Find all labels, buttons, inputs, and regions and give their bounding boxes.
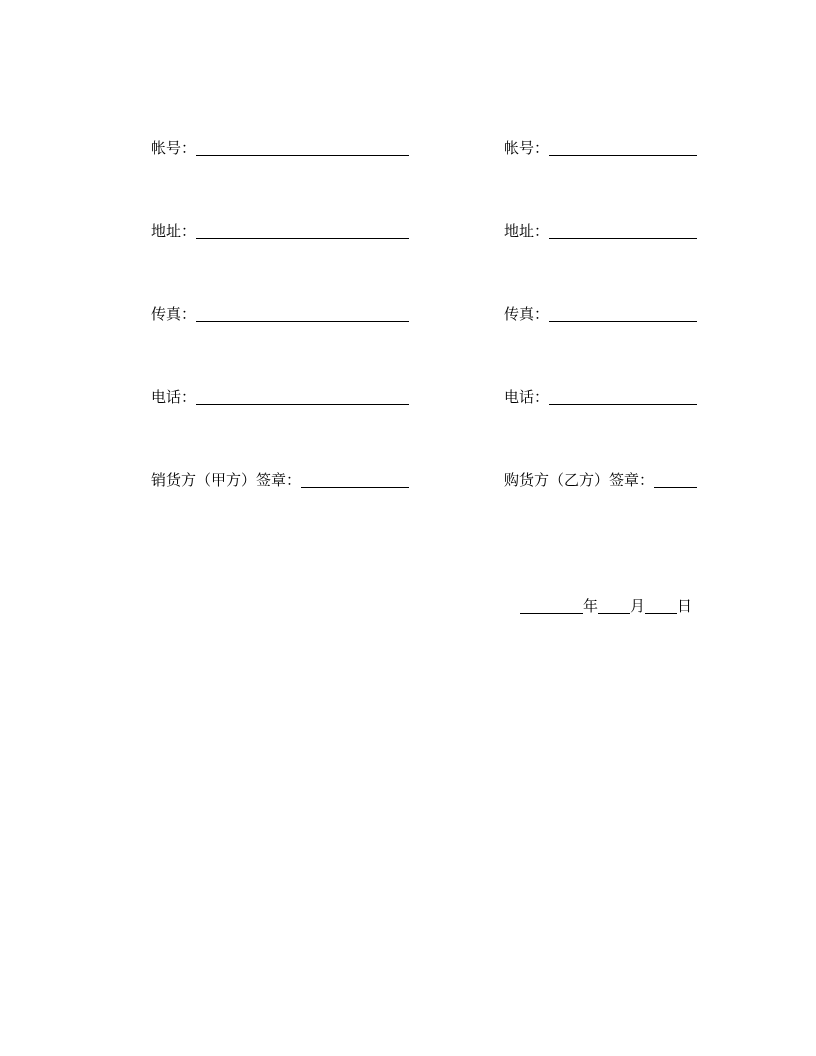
party-a-signature-field	[151, 466, 409, 490]
party-b-signature-field	[504, 466, 697, 490]
party-a-fax-blank[interactable]	[196, 304, 409, 322]
party-a-account-label: 帐号：	[151, 139, 197, 157]
date-line	[520, 592, 692, 616]
date-year-blank[interactable]	[520, 596, 583, 614]
party-b-account-blank[interactable]	[549, 138, 697, 156]
party-b-account-label: 帐号：	[504, 139, 550, 157]
date-month-blank[interactable]	[598, 596, 630, 614]
party-b-address-blank[interactable]	[549, 221, 697, 239]
date-day-blank[interactable]	[645, 596, 677, 614]
date-year-label: 年	[583, 597, 599, 615]
party-b-address-label: 地址：	[504, 222, 550, 240]
party-b-phone-blank[interactable]	[549, 387, 697, 405]
party-a-phone-field	[151, 383, 409, 407]
party-b-phone-label: 电话：	[504, 388, 550, 406]
party-b-account-field	[504, 134, 697, 158]
party-a-fax-label: 传真：	[151, 305, 197, 323]
party-a-address-field	[151, 217, 409, 241]
party-a-account-blank[interactable]	[196, 138, 409, 156]
party-a-phone-label: 电话：	[151, 388, 197, 406]
party-a-account-field	[151, 134, 409, 158]
party-a-fax-field	[151, 300, 409, 324]
party-b-fax-label: 传真：	[504, 305, 550, 323]
party-b-address-field	[504, 217, 697, 241]
date-day-label: 日	[677, 597, 693, 615]
party-a-phone-blank[interactable]	[196, 387, 409, 405]
party-b-fax-field	[504, 300, 697, 324]
party-b-fax-blank[interactable]	[549, 304, 697, 322]
party-a-signature-label: 销货方（甲方）签章：	[151, 471, 302, 489]
party-a-signature-blank[interactable]	[301, 470, 409, 488]
party-b-signature-label: 购货方（乙方）签章：	[504, 471, 655, 489]
party-a-address-label: 地址：	[151, 222, 197, 240]
date-month-label: 月	[630, 597, 646, 615]
party-b-signature-blank[interactable]	[654, 470, 697, 488]
party-b-phone-field	[504, 383, 697, 407]
party-a-address-blank[interactable]	[196, 221, 409, 239]
